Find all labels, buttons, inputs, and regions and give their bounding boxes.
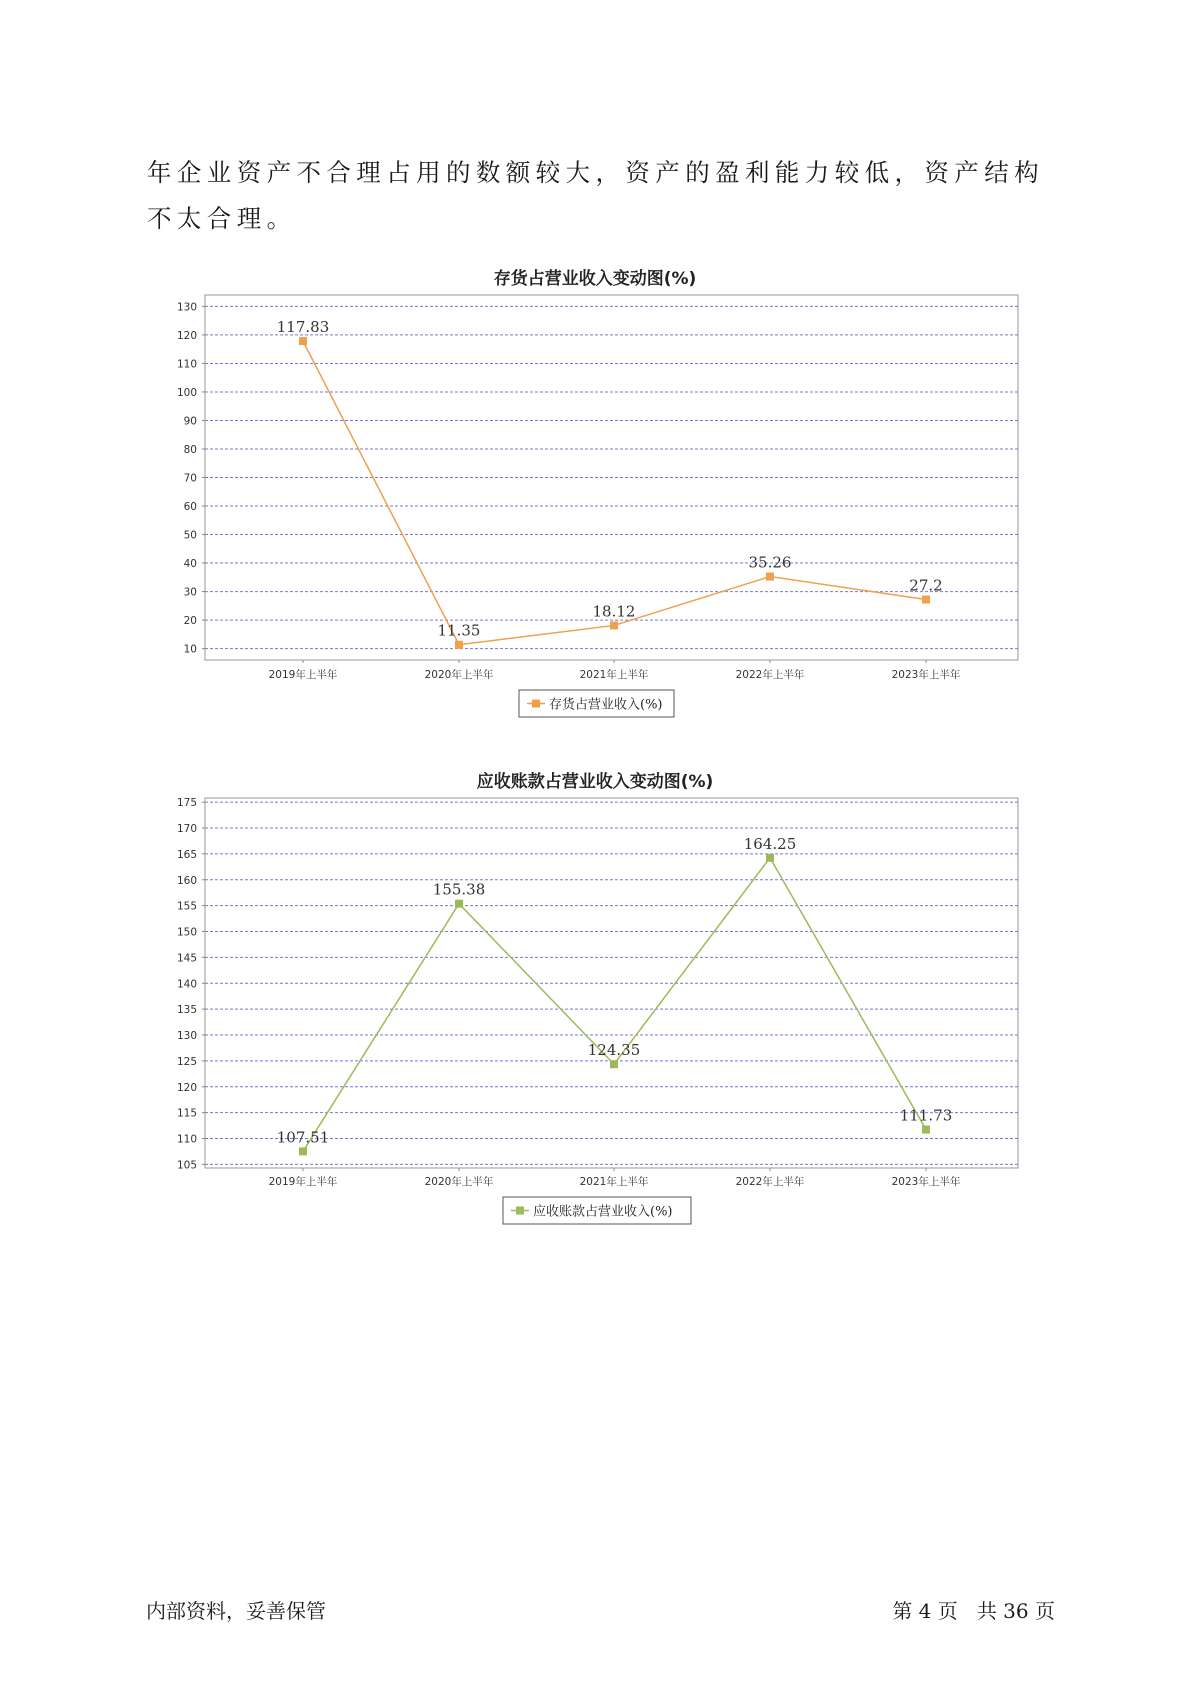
y-tick-label: 20 bbox=[183, 615, 197, 628]
data-label: 27.2 bbox=[909, 576, 943, 595]
chart-canvas bbox=[0, 262, 1191, 722]
y-tick-label: 130 bbox=[176, 1030, 197, 1043]
data-point bbox=[455, 641, 463, 649]
data-label: 111.73 bbox=[899, 1106, 953, 1125]
data-label: 164.25 bbox=[743, 834, 797, 853]
data-point bbox=[299, 1147, 307, 1155]
data-point bbox=[610, 621, 618, 629]
y-tick-label: 90 bbox=[183, 415, 197, 428]
receivables-ratio-chart bbox=[0, 765, 1191, 1225]
y-tick-label: 175 bbox=[176, 797, 197, 810]
x-tick-label: 2021年上半年 bbox=[579, 669, 649, 681]
y-tick-label: 60 bbox=[183, 501, 197, 514]
data-label: 107.51 bbox=[276, 1128, 330, 1147]
data-point bbox=[299, 337, 307, 345]
x-tick-label: 2023年上半年 bbox=[891, 1176, 961, 1188]
data-label: 18.12 bbox=[592, 602, 636, 621]
x-tick-label: 2020年上半年 bbox=[424, 1176, 494, 1188]
legend-marker bbox=[532, 700, 540, 708]
y-tick-label: 150 bbox=[176, 926, 197, 939]
x-tick-label: 2019年上半年 bbox=[268, 669, 338, 681]
y-tick-label: 10 bbox=[183, 643, 197, 656]
y-tick-label: 135 bbox=[176, 1004, 197, 1017]
footer-confidential-note: 内部资料，妥善保管 bbox=[146, 1599, 326, 1623]
legend-label: 应收账款占营业收入(%) bbox=[533, 1204, 673, 1220]
y-tick-label: 50 bbox=[183, 529, 197, 542]
y-tick-label: 30 bbox=[183, 586, 197, 599]
chart-canvas bbox=[0, 765, 1191, 1225]
y-tick-label: 120 bbox=[176, 329, 197, 342]
inventory-ratio-chart bbox=[0, 262, 1191, 722]
x-tick-label: 2023年上半年 bbox=[891, 669, 961, 681]
legend-marker bbox=[516, 1207, 524, 1215]
x-tick-label: 2020年上半年 bbox=[424, 669, 494, 681]
y-tick-label: 145 bbox=[176, 952, 197, 965]
y-tick-label: 80 bbox=[183, 443, 197, 456]
x-tick-label: 2022年上半年 bbox=[735, 669, 805, 681]
data-label: 124.35 bbox=[587, 1041, 641, 1060]
body-paragraph: 年企业资产不合理占用的数额较大，资产的盈利能力较低，资产结构不太合理。 bbox=[147, 158, 1044, 233]
y-tick-label: 105 bbox=[176, 1159, 197, 1172]
x-tick-label: 2019年上半年 bbox=[268, 1176, 338, 1188]
legend-label: 存货占营业收入(%) bbox=[549, 697, 663, 713]
y-tick-label: 125 bbox=[176, 1055, 197, 1068]
data-point bbox=[455, 900, 463, 908]
x-tick-label: 2021年上半年 bbox=[579, 1176, 649, 1188]
y-tick-label: 130 bbox=[176, 301, 197, 314]
data-point bbox=[922, 596, 930, 604]
data-point bbox=[766, 854, 774, 862]
y-tick-label: 160 bbox=[176, 874, 197, 887]
y-tick-label: 100 bbox=[176, 386, 197, 399]
y-tick-label: 120 bbox=[176, 1081, 197, 1094]
y-tick-label: 110 bbox=[176, 1133, 197, 1146]
y-tick-label: 110 bbox=[176, 358, 197, 371]
x-tick-label: 2022年上半年 bbox=[735, 1176, 805, 1188]
y-tick-label: 70 bbox=[183, 472, 197, 485]
y-tick-label: 165 bbox=[176, 848, 197, 861]
footer-page-number: 第 4 页 共 36 页 bbox=[892, 1599, 1055, 1623]
y-tick-label: 155 bbox=[176, 900, 197, 913]
y-tick-label: 115 bbox=[176, 1107, 197, 1120]
y-tick-label: 170 bbox=[176, 823, 197, 836]
chart-title: 应收账款占营业收入变动图(%) bbox=[476, 772, 714, 792]
y-tick-label: 140 bbox=[176, 978, 197, 991]
data-label: 155.38 bbox=[432, 880, 486, 899]
data-label: 11.35 bbox=[437, 621, 481, 640]
data-point bbox=[922, 1126, 930, 1134]
data-point bbox=[766, 573, 774, 581]
data-label: 117.83 bbox=[276, 318, 330, 337]
y-tick-label: 40 bbox=[183, 558, 197, 571]
chart-title: 存货占营业收入变动图(%) bbox=[493, 269, 697, 289]
data-label: 35.26 bbox=[748, 553, 792, 572]
data-point bbox=[610, 1060, 618, 1068]
